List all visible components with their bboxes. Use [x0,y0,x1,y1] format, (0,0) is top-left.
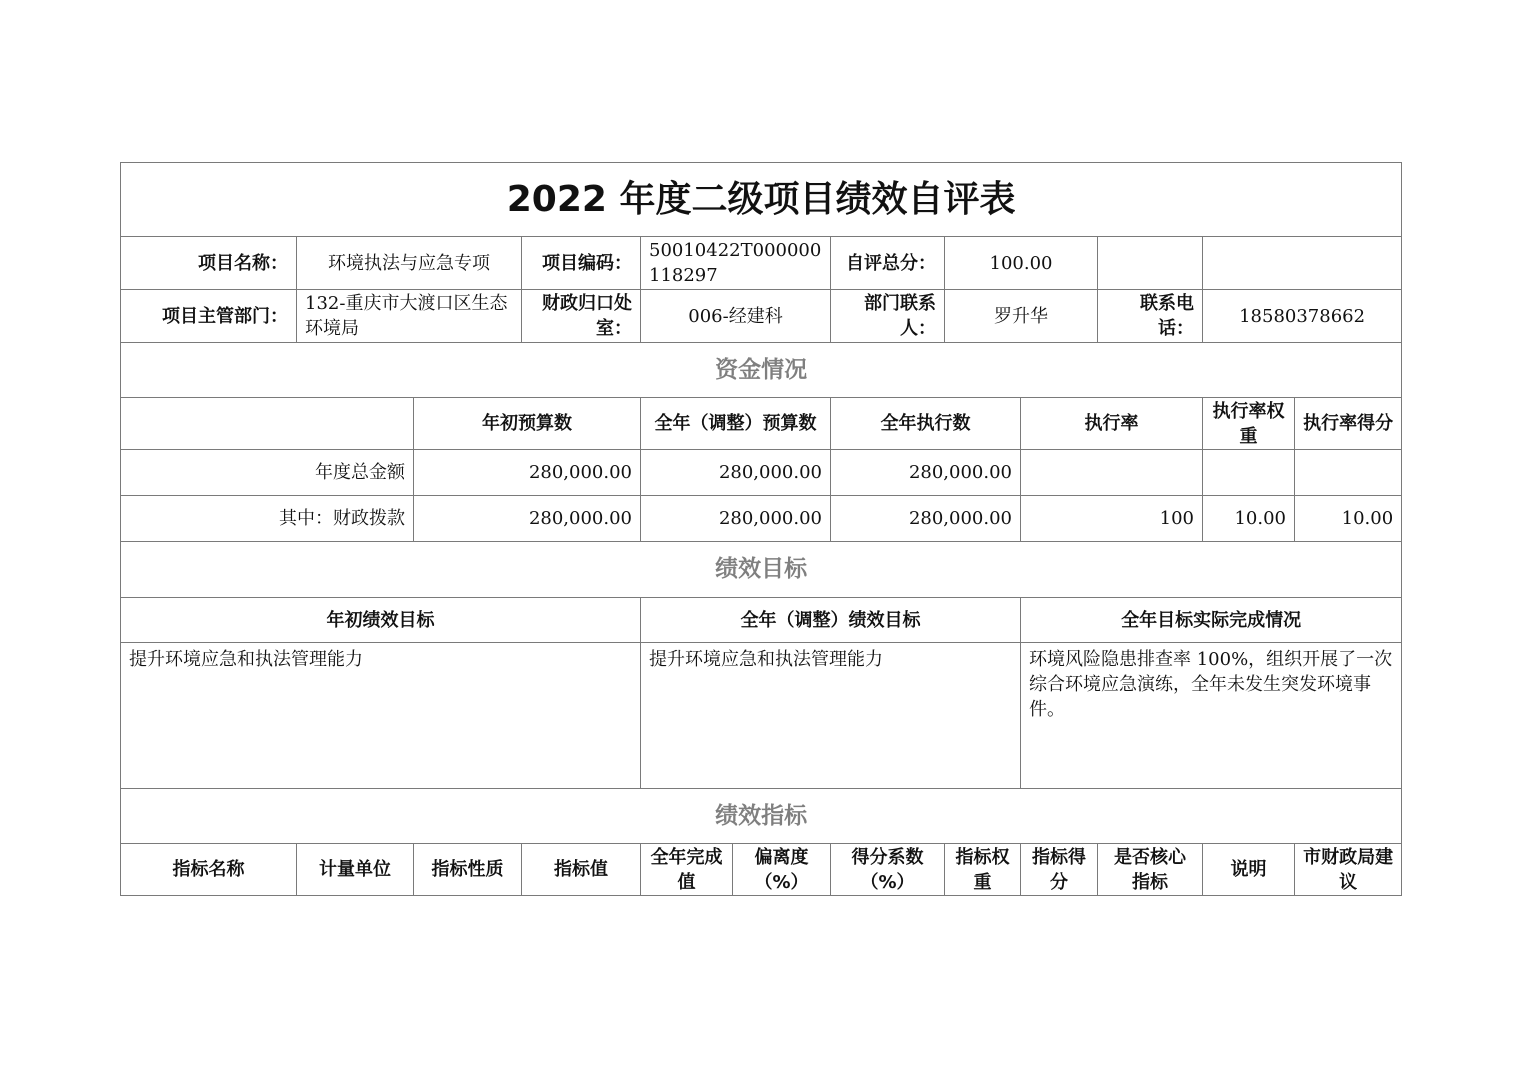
goals-header: 年初绩效目标 [121,598,641,643]
indicator-header: 市财政局建议 [1295,844,1402,896]
project-code-value: 50010422T000000118297 [641,237,831,290]
funds-row-label: 年度总金额 [121,450,414,496]
project-name-label: 项目名称： [121,237,297,290]
goals-header: 全年目标实际完成情况 [1021,598,1402,643]
adjusted-goal-text: 提升环境应急和执法管理能力 [641,643,1021,789]
indicator-header: 指标值 [522,844,641,896]
funds-header: 全年执行数 [831,398,1021,450]
project-name-value: 环境执法与应急专项 [297,237,522,290]
funds-cell [1295,450,1402,496]
project-code-label: 项目编码： [522,237,641,290]
actual-completion-text: 环境风险隐患排查率 100%，组织开展了一次综合环境应急演练，全年未发生突发环境事件。 [1021,643,1402,789]
indicator-header: 是否核心指标 [1098,844,1203,896]
score-label: 自评总分： [831,237,945,290]
indicator-header: 指标名称 [121,844,297,896]
funds-header: 全年（调整）预算数 [641,398,831,450]
funds-header: 执行率权重 [1203,398,1295,450]
funds-cell [1021,450,1203,496]
indicator-header: 指标得分 [1021,844,1098,896]
funds-header: 执行率得分 [1295,398,1402,450]
score-value: 100.00 [945,237,1098,290]
indicator-header: 偏离度（%） [733,844,831,896]
empty-cell [121,398,414,450]
funds-cell: 280,000.00 [641,450,831,496]
table-row [121,450,1402,496]
dept-value: 132-重庆市大渡口区生态环境局 [297,290,522,343]
funds-cell: 280,000.00 [641,496,831,542]
funds-cell [1203,450,1295,496]
funds-row-label: 其中：财政拨款 [121,496,414,542]
funds-cell: 10.00 [1203,496,1295,542]
indicator-header: 计量单位 [297,844,414,896]
funds-cell: 280,000.00 [831,450,1021,496]
indicators-section-title: 绩效指标 [121,789,1402,844]
funds-cell: 100 [1021,496,1203,542]
funds-cell: 280,000.00 [414,496,641,542]
phone-value: 18580378662 [1203,290,1402,343]
indicator-header: 说明 [1203,844,1295,896]
finance-office-label: 财政归口处室： [522,290,641,343]
dept-label: 项目主管部门： [121,290,297,343]
funds-cell: 280,000.00 [414,450,641,496]
goals-section-title: 绩效目标 [121,542,1402,598]
indicator-header: 得分系数（%） [831,844,945,896]
table-row [121,496,1402,542]
funds-cell: 280,000.00 [831,496,1021,542]
phone-label: 联系电话： [1098,290,1203,343]
indicator-header: 指标权重 [945,844,1021,896]
empty-cell [1098,237,1203,290]
empty-cell [1203,237,1402,290]
page-title: 2022 年度二级项目绩效自评表 [121,163,1402,237]
indicator-header: 全年完成值 [641,844,733,896]
contact-value: 罗升华 [945,290,1098,343]
contact-label: 部门联系人： [831,290,945,343]
funds-header: 执行率 [1021,398,1203,450]
goals-header: 全年（调整）绩效目标 [641,598,1021,643]
funds-header: 年初预算数 [414,398,641,450]
indicator-header: 指标性质 [414,844,522,896]
self-evaluation-table [120,162,1402,896]
funds-section-title: 资金情况 [121,343,1402,398]
finance-office-value: 006-经建科 [641,290,831,343]
funds-cell: 10.00 [1295,496,1402,542]
initial-goal-text: 提升环境应急和执法管理能力 [121,643,641,789]
